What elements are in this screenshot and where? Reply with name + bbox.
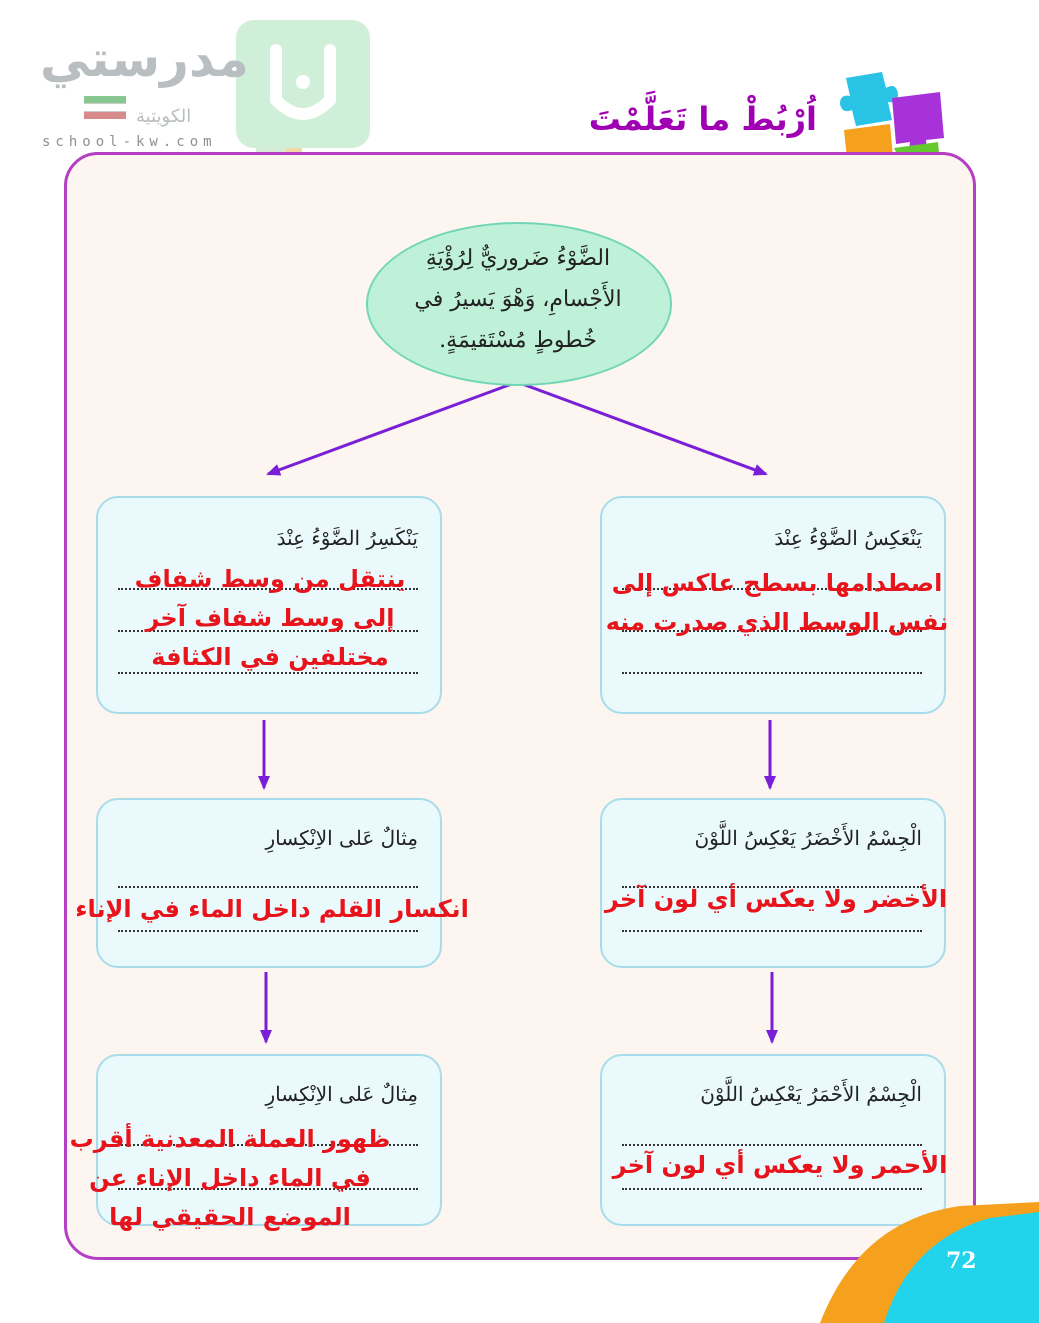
- reflection-condition-answer: [592, 564, 962, 642]
- reflection-condition-title: يَنْعَكِسُ الضَّوْءُ عِنْدَ: [774, 526, 922, 550]
- answer-line: [118, 930, 418, 932]
- answer-line: [118, 886, 418, 888]
- answer-line: [622, 672, 922, 674]
- logo-subtitle: الكويتية: [136, 106, 192, 127]
- refraction-example-box-1: [96, 798, 442, 968]
- answer-line-text: ينتقل من وسط شفاف: [134, 565, 406, 593]
- answer-line-text: ظهور العملة المعدنية أقرب: [69, 1125, 391, 1153]
- refraction-example-answer-1: انكسار القلم داخل الماء في الإناء: [75, 895, 469, 923]
- refraction-example-title-2: مِثالٌ عَلى الاِنْكِسارِ: [265, 1082, 418, 1106]
- refraction-example-answer-2: [50, 1120, 410, 1237]
- green-object-title: الْجِسْمُ الأَخْضَرُ يَعْكِسُ اللَّوْنَ: [694, 826, 922, 850]
- logo-name: مدرستي: [40, 30, 249, 88]
- answer-line-text: في الماء داخل الإناء عن: [89, 1164, 371, 1192]
- green-object-answer: الأخضر ولا يعكس أي لون آخر: [604, 885, 948, 913]
- logo-url: school-kw.com: [42, 134, 217, 150]
- answer-line-text: نفس الوسط الذي صدرت منه: [605, 608, 949, 636]
- refraction-example-title-1: مِثالٌ عَلى الاِنْكِسارِ: [265, 826, 418, 850]
- answer-line: [622, 930, 922, 932]
- answer-line-text: إلى وسط شفاف آخر: [145, 604, 395, 632]
- refraction-condition-answer: [100, 560, 440, 677]
- refraction-condition-title: يَنْكَسِرُ الضَّوْءُ عِنْدَ: [276, 526, 418, 550]
- red-object-answer: الأحمر ولا يعكس أي لون آخر: [612, 1151, 948, 1179]
- answer-line-text: الموضع الحقيقي لها: [109, 1203, 351, 1231]
- page-number: 72: [946, 1248, 977, 1274]
- answer-line-text: مختلفين في الكثافة: [151, 643, 389, 671]
- page-corner-decoration: [820, 1200, 1039, 1323]
- answer-line-text: اصطدامها بسطح عاكس إلى: [611, 569, 943, 597]
- answer-line: [622, 1188, 922, 1190]
- red-object-title: الْجِسْمُ الأَحْمَرُ يَعْكِسُ اللَّوْنَ: [700, 1082, 922, 1106]
- central-concept-text: الضَّوْءُ ضَروريٌّ لِرُؤْيَةِ الأَجْسامِ، وَهْوَ يَسيرُ في خُطوطٍ مُسْتَقيمَةٍ.: [414, 246, 622, 353]
- page-title: اُرْبُطْ ما تَعَلَّمْتَ: [588, 100, 817, 138]
